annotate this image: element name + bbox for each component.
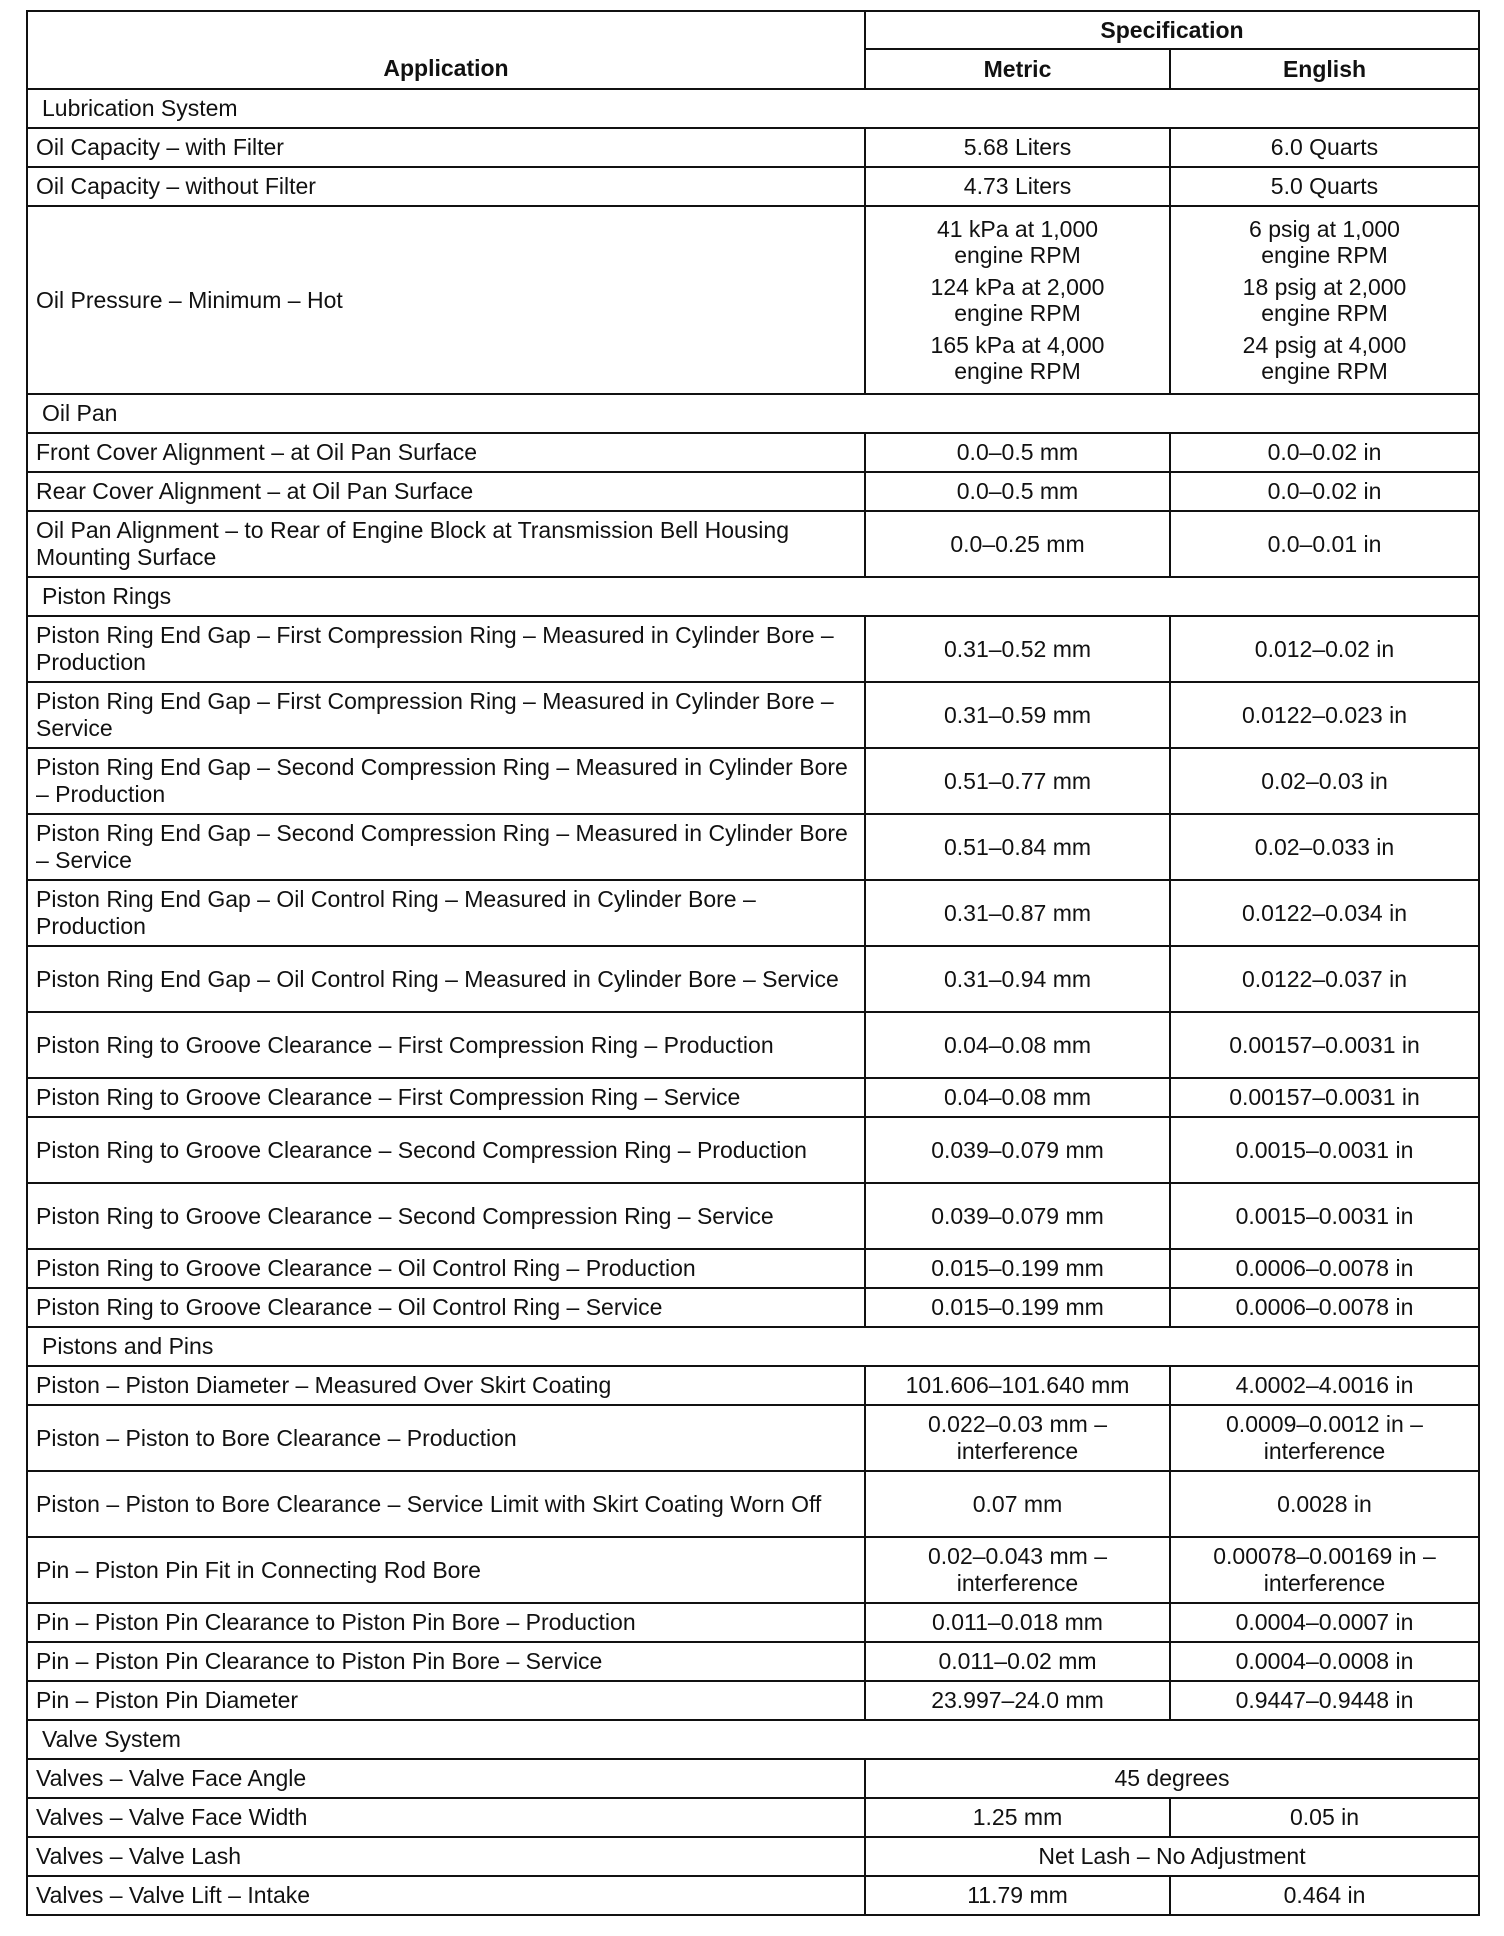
specification-table: [26, 10, 1480, 1916]
metric-cell: 0.039–0.079 mm: [865, 1183, 1170, 1249]
application-cell: Valves – Valve Lift – Intake: [27, 1876, 865, 1915]
metric-cell: 0.31–0.59 mm: [865, 682, 1170, 748]
oil-pressure-metric-1000: [874, 216, 1161, 268]
metric-cell: 0.07 mm: [865, 1471, 1170, 1537]
table-row: [27, 946, 1479, 1012]
value-line: engine RPM: [954, 358, 1081, 384]
application-cell: Piston – Piston to Bore Clearance – Service Limit with Skirt Coating Worn Off: [27, 1471, 865, 1537]
english-cell: 0.0006–0.0078 in: [1170, 1288, 1479, 1327]
table-row: [27, 1078, 1479, 1117]
metric-cell: 5.68 Liters: [865, 128, 1170, 167]
application-cell: Valves – Valve Lash: [27, 1837, 865, 1876]
english-cell: 0.00157–0.0031 in: [1170, 1078, 1479, 1117]
metric-cell: 0.0–0.5 mm: [865, 472, 1170, 511]
section-row-pistons-pins: [27, 1327, 1479, 1366]
value-line: 6 psig at 1,000: [1249, 216, 1400, 242]
metric-cell: [865, 206, 1170, 394]
table-row: [27, 748, 1479, 814]
metric-cell: [865, 1537, 1170, 1603]
application-cell: Pin – Piston Pin Clearance to Piston Pin Bore – Service: [27, 1642, 865, 1681]
table-row: [27, 814, 1479, 880]
application-cell: Piston Ring to Groove Clearance – Second Compression Ring – Service: [27, 1183, 865, 1249]
english-cell: 0.0004–0.0007 in: [1170, 1603, 1479, 1642]
spec-sheet: [26, 10, 1478, 1916]
metric-cell: 0.039–0.079 mm: [865, 1117, 1170, 1183]
english-cell: 0.0–0.02 in: [1170, 472, 1479, 511]
table-row: [27, 1759, 1479, 1798]
metric-cell: 0.0–0.5 mm: [865, 433, 1170, 472]
value-line: 124 kPa at 2,000: [930, 274, 1105, 300]
value-line: 41 kPa at 1,000: [936, 216, 1099, 242]
metric-cell: 23.997–24.0 mm: [865, 1681, 1170, 1720]
english-cell: 0.0028 in: [1170, 1471, 1479, 1537]
oil-pressure-metric-2000: [874, 274, 1161, 326]
metric-cell: 0.015–0.199 mm: [865, 1288, 1170, 1327]
metric-cell: [865, 1405, 1170, 1471]
table-row: [27, 1288, 1479, 1327]
table-row: [27, 682, 1479, 748]
english-cell: 0.464 in: [1170, 1876, 1479, 1915]
english-cell: [1170, 1405, 1479, 1471]
oil-pressure-english-4000: [1179, 332, 1470, 384]
metric-cell: 0.31–0.94 mm: [865, 946, 1170, 1012]
english-cell: 0.012–0.02 in: [1170, 616, 1479, 682]
application-cell: Oil Capacity – without Filter: [27, 167, 865, 206]
table-row: [27, 472, 1479, 511]
english-cell: 0.0015–0.0031 in: [1170, 1117, 1479, 1183]
table-row: [27, 616, 1479, 682]
application-cell: Rear Cover Alignment – at Oil Pan Surface: [27, 472, 865, 511]
application-cell: Piston Ring to Groove Clearance – First Compression Ring – Service: [27, 1078, 865, 1117]
english-cell: 0.02–0.03 in: [1170, 748, 1479, 814]
application-cell: Piston Ring to Groove Clearance – First Compression Ring – Production: [27, 1012, 865, 1078]
value-line: 0.00078–0.00169 in –: [1213, 1543, 1436, 1569]
application-cell: Piston Ring End Gap – Oil Control Ring – Measured in Cylinder Bore – Service: [27, 946, 865, 1012]
section-title: Lubrication System: [27, 89, 1479, 128]
table-row: [27, 880, 1479, 946]
english-cell: 6.0 Quarts: [1170, 128, 1479, 167]
metric-column-header: Metric: [865, 49, 1170, 89]
application-cell: Front Cover Alignment – at Oil Pan Surface: [27, 433, 865, 472]
oil-pressure-metric-4000: [874, 332, 1161, 384]
oil-pressure-english-1000: [1179, 216, 1470, 268]
section-title: Piston Rings: [27, 577, 1479, 616]
table-row: [27, 1642, 1479, 1681]
application-cell: Piston Ring End Gap – Second Compression Ring – Measured in Cylinder Bore – Production: [27, 748, 865, 814]
application-cell: Piston Ring End Gap – Second Compression Ring – Measured in Cylinder Bore – Service: [27, 814, 865, 880]
value-line: 18 psig at 2,000: [1242, 274, 1407, 300]
application-cell: Piston – Piston to Bore Clearance – Production: [27, 1405, 865, 1471]
english-cell: 0.9447–0.9448 in: [1170, 1681, 1479, 1720]
english-cell: 0.0–0.01 in: [1170, 511, 1479, 577]
english-cell: 0.0015–0.0031 in: [1170, 1183, 1479, 1249]
metric-cell: 0.04–0.08 mm: [865, 1078, 1170, 1117]
merged-spec-cell: Net Lash – No Adjustment: [865, 1837, 1479, 1876]
table-row-oil-pressure: [27, 206, 1479, 394]
english-cell: 0.0122–0.037 in: [1170, 946, 1479, 1012]
value-line: engine RPM: [1261, 300, 1388, 326]
application-cell: Piston Ring End Gap – First Compression Ring – Measured in Cylinder Bore – Production: [27, 616, 865, 682]
english-cell: [1170, 1537, 1479, 1603]
application-cell: Piston Ring End Gap – First Compression Ring – Measured in Cylinder Bore – Service: [27, 682, 865, 748]
application-cell: Oil Pan Alignment – to Rear of Engine Block at Transmission Bell Housing Mounting Surface: [27, 511, 865, 577]
application-cell: Pin – Piston Pin Diameter: [27, 1681, 865, 1720]
table-row: [27, 1366, 1479, 1405]
value-line: 0.02–0.043 mm –: [927, 1543, 1107, 1569]
english-cell: 0.02–0.033 in: [1170, 814, 1479, 880]
table-row: [27, 1183, 1479, 1249]
table-row: [27, 1876, 1479, 1915]
value-line: engine RPM: [1261, 242, 1388, 268]
merged-spec-cell: 45 degrees: [865, 1759, 1479, 1798]
application-cell: Pin – Piston Pin Fit in Connecting Rod Bore: [27, 1537, 865, 1603]
english-cell: 4.0002–4.0016 in: [1170, 1366, 1479, 1405]
metric-cell: 0.31–0.87 mm: [865, 880, 1170, 946]
application-cell: Piston Ring to Groove Clearance – Oil Control Ring – Service: [27, 1288, 865, 1327]
application-cell: Valves – Valve Face Angle: [27, 1759, 865, 1798]
english-cell: 0.0122–0.034 in: [1170, 880, 1479, 946]
application-cell: Pin – Piston Pin Clearance to Piston Pin Bore – Production: [27, 1603, 865, 1642]
english-cell: 0.0004–0.0008 in: [1170, 1642, 1479, 1681]
table-row: [27, 1798, 1479, 1837]
english-cell: 0.05 in: [1170, 1798, 1479, 1837]
table-row: [27, 1681, 1479, 1720]
english-cell: 0.0122–0.023 in: [1170, 682, 1479, 748]
table-header: [27, 11, 1479, 89]
table-row: [27, 433, 1479, 472]
value-line: 165 kPa at 4,000: [930, 332, 1105, 358]
section-row-piston-rings: [27, 577, 1479, 616]
english-cell: 0.0–0.02 in: [1170, 433, 1479, 472]
value-line: interference: [956, 1438, 1079, 1464]
table-row: [27, 1249, 1479, 1288]
section-title: Oil Pan: [27, 394, 1479, 433]
metric-cell: 0.0–0.25 mm: [865, 511, 1170, 577]
table-row: [27, 511, 1479, 577]
table-row: [27, 1837, 1479, 1876]
value-line: engine RPM: [1261, 358, 1388, 384]
table-row: [27, 1471, 1479, 1537]
table-row: [27, 128, 1479, 167]
application-cell: Piston Ring End Gap – Oil Control Ring – Measured in Cylinder Bore – Production: [27, 880, 865, 946]
metric-cell: 4.73 Liters: [865, 167, 1170, 206]
application-cell: Valves – Valve Face Width: [27, 1798, 865, 1837]
application-column-header: Application: [27, 11, 865, 89]
value-line: 24 psig at 4,000: [1242, 332, 1407, 358]
metric-cell: 11.79 mm: [865, 1876, 1170, 1915]
metric-cell: 0.011–0.018 mm: [865, 1603, 1170, 1642]
section-row-oil-pan: [27, 394, 1479, 433]
metric-cell: 0.015–0.199 mm: [865, 1249, 1170, 1288]
metric-cell: 0.51–0.84 mm: [865, 814, 1170, 880]
specification-column-header: Specification: [865, 11, 1479, 49]
value-line: engine RPM: [954, 300, 1081, 326]
application-cell: Piston Ring to Groove Clearance – Second Compression Ring – Production: [27, 1117, 865, 1183]
application-cell: Piston Ring to Groove Clearance – Oil Control Ring – Production: [27, 1249, 865, 1288]
section-title: Valve System: [27, 1720, 1479, 1759]
application-cell: Oil Capacity – with Filter: [27, 128, 865, 167]
english-cell: 0.0006–0.0078 in: [1170, 1249, 1479, 1288]
metric-cell: 0.31–0.52 mm: [865, 616, 1170, 682]
section-title: Pistons and Pins: [27, 1327, 1479, 1366]
english-cell: [1170, 206, 1479, 394]
section-row-lubrication: [27, 89, 1479, 128]
value-line: interference: [956, 1570, 1079, 1596]
english-cell: 0.00157–0.0031 in: [1170, 1012, 1479, 1078]
value-line: 0.022–0.03 mm –: [927, 1411, 1107, 1437]
application-cell: Oil Pressure – Minimum – Hot: [27, 206, 865, 394]
english-cell: 5.0 Quarts: [1170, 167, 1479, 206]
table-row: [27, 1117, 1479, 1183]
table-row: [27, 1603, 1479, 1642]
value-line: 0.0009–0.0012 in –: [1226, 1411, 1423, 1437]
metric-cell: 0.51–0.77 mm: [865, 748, 1170, 814]
table-row: [27, 1405, 1479, 1471]
value-line: interference: [1263, 1570, 1386, 1596]
application-cell: Piston – Piston Diameter – Measured Over Skirt Coating: [27, 1366, 865, 1405]
oil-pressure-english-2000: [1179, 274, 1470, 326]
value-line: engine RPM: [954, 242, 1081, 268]
section-row-valve-system: [27, 1720, 1479, 1759]
table-row: [27, 1537, 1479, 1603]
metric-cell: 0.011–0.02 mm: [865, 1642, 1170, 1681]
table-row: [27, 1012, 1479, 1078]
metric-cell: 0.04–0.08 mm: [865, 1012, 1170, 1078]
metric-cell: 1.25 mm: [865, 1798, 1170, 1837]
value-line: interference: [1263, 1438, 1386, 1464]
table-row: [27, 167, 1479, 206]
metric-cell: 101.606–101.640 mm: [865, 1366, 1170, 1405]
english-column-header: English: [1170, 49, 1479, 89]
